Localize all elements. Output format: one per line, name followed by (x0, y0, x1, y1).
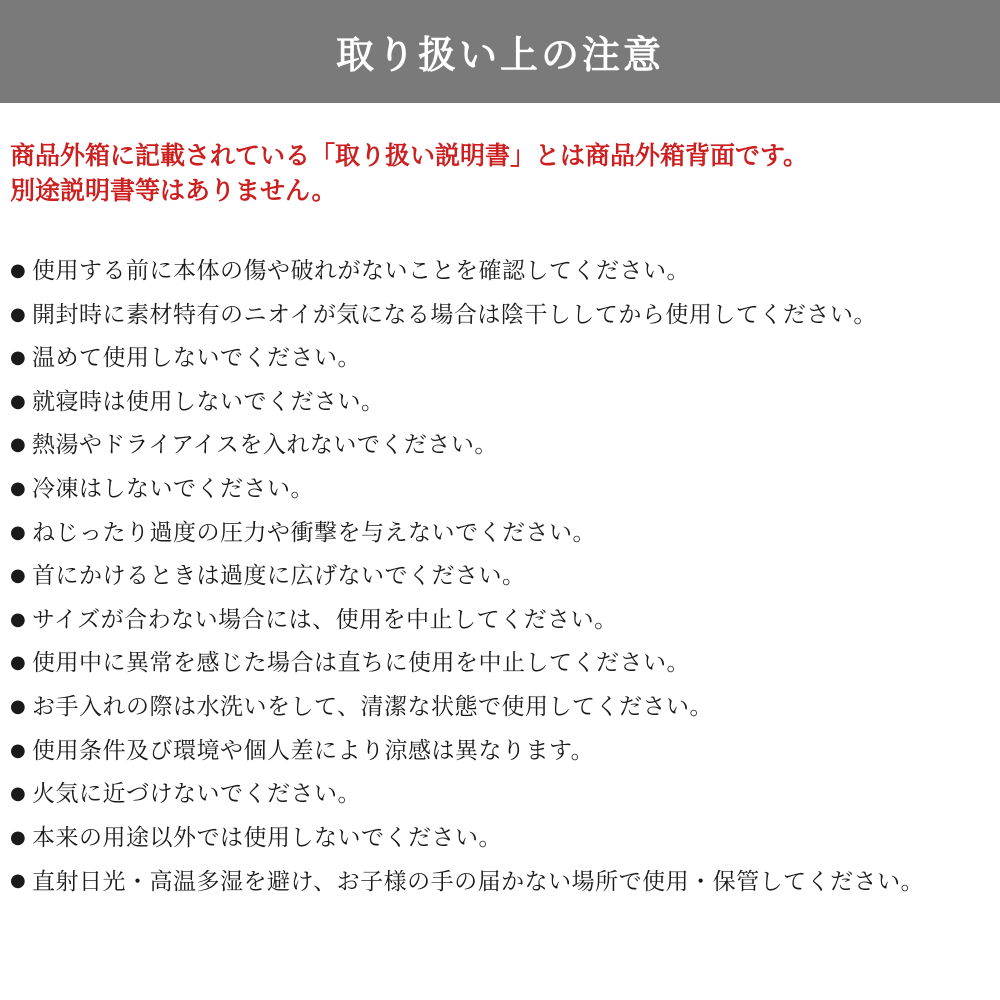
caution-text: 温めて使用しないでください。 (32, 345, 361, 372)
bullet-icon: ● (10, 652, 26, 674)
notice-text (10, 138, 995, 208)
page-title: 取り扱い上の注意 (335, 33, 664, 77)
bullet-icon: ● (10, 608, 26, 630)
bullet-icon: ● (10, 870, 26, 892)
bullet-icon: ● (10, 565, 26, 587)
bullet-icon: ● (10, 390, 26, 412)
caution-item (10, 469, 995, 513)
bullet-icon: ● (10, 739, 26, 761)
caution-text: 本来の用途以外では使用しないでください。 (32, 824, 502, 851)
caution-item (10, 600, 995, 644)
caution-item (10, 251, 995, 295)
caution-text: 熱湯やドライアイスを入れないでください。 (32, 432, 498, 459)
caution-text: ねじったり過度の圧力や衝撃を与えないでください。 (32, 519, 596, 546)
caution-text: 開封時に素材特有のニオイが気になる場合は陰干ししてから使用してください。 (32, 301, 877, 328)
caution-item (10, 818, 995, 862)
bullet-icon: ● (10, 521, 26, 543)
notice-line-2: 別途説明書等はありません。 (10, 176, 337, 205)
caution-text: お手入れの際は水洗いをして、清潔な状態で使用してください。 (32, 693, 714, 720)
caution-text: 直射日光・高温多湿を避け、お子様の手の届かない場所で使用・保管してください。 (32, 869, 925, 896)
notice-line-1: 商品外箱に記載されている「取り扱い説明書」とは商品外箱背面です。 (10, 141, 809, 170)
caution-item (10, 513, 995, 557)
caution-item (10, 425, 995, 469)
caution-item (10, 382, 995, 426)
caution-item (10, 774, 995, 818)
caution-text: 火気に近づけないでください。 (32, 781, 361, 808)
caution-text: 使用する前に本体の傷や破れがないことを確認してください。 (32, 258, 690, 284)
header-bar (0, 0, 1000, 103)
caution-item (10, 731, 995, 775)
caution-list (10, 251, 995, 949)
bullet-icon: ● (10, 826, 26, 848)
caution-item (10, 295, 995, 339)
caution-item (10, 556, 995, 600)
bullet-icon: ● (10, 303, 26, 325)
caution-text: 使用中に異常を感じた場合は直ちに使用を中止してください。 (32, 650, 690, 677)
caution-item (10, 643, 995, 687)
bullet-icon: ● (10, 783, 26, 805)
caution-item (10, 687, 995, 731)
caution-text: 就寝時は使用しないでください。 (32, 388, 385, 415)
bullet-icon: ● (10, 347, 26, 369)
caution-text: 冷凍はしないでください。 (32, 475, 314, 502)
bullet-icon: ● (10, 260, 26, 281)
caution-item (10, 338, 995, 382)
caution-text: サイズが合わない場合には、使用を中止してください。 (32, 606, 618, 633)
bullet-icon: ● (10, 695, 26, 717)
caution-text: 首にかけるときは過度に広げないでください。 (32, 563, 526, 590)
bullet-icon: ● (10, 434, 26, 456)
caution-item (10, 861, 995, 949)
bullet-icon: ● (10, 477, 26, 499)
caution-text: 使用条件及び環境や個人差により涼感は異なります。 (32, 737, 595, 764)
